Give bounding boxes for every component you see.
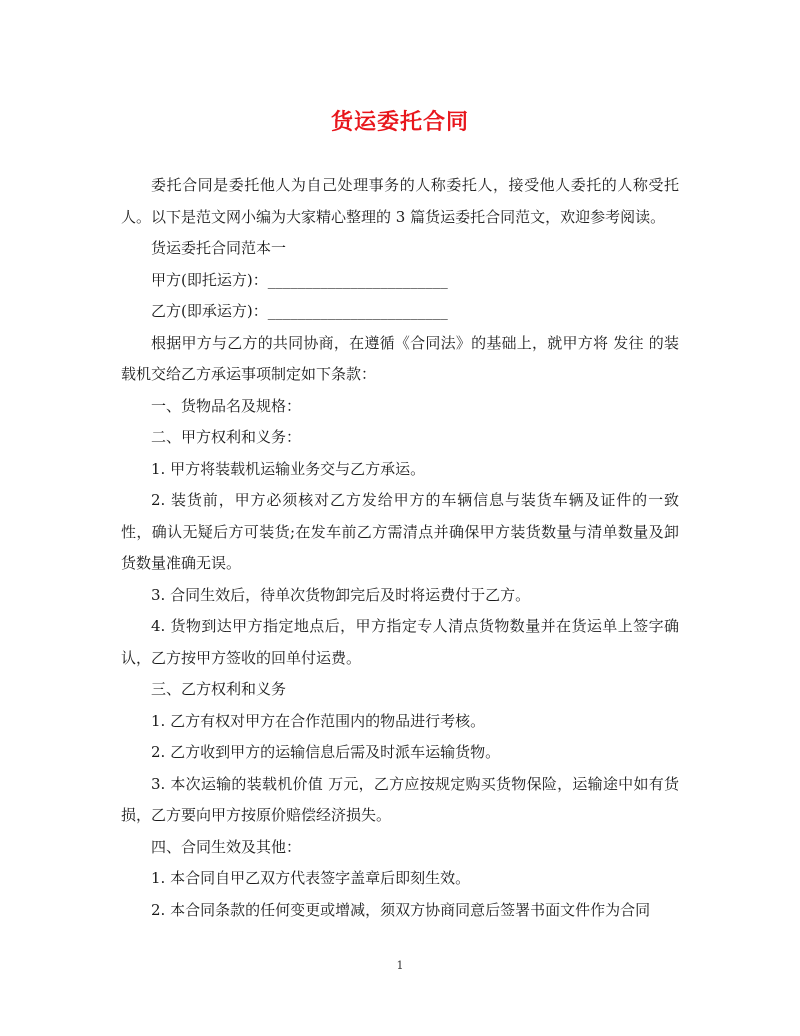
contract-sample-heading: 货运委托合同范本一 bbox=[151, 239, 287, 257]
clause-effect-1: 1. 本合同自甲乙双方代表签字盖章后即刻生效。 bbox=[151, 869, 471, 887]
party-a-line: 甲方(即托运方)：________________________ bbox=[151, 270, 448, 289]
clause-b-3: 3. 本次运输的装载机价值 万元，乙方应按规定购买货物保险，运输途中如有货损，乙方要向甲方按原价赔偿经济损失。 bbox=[121, 774, 679, 824]
clause-a-4: 4. 货物到达甲方指定地点后，甲方指定专人清点货物数量并在货运单上签字确认，乙方按甲方签收的回单付运费。 bbox=[121, 617, 679, 667]
party-b-line: 乙方(即承运方)：________________________ bbox=[151, 302, 448, 320]
section-heading-goods: 一、货物品名及规格： bbox=[151, 396, 302, 415]
section-heading-party-b: 三、乙方权利和义务 bbox=[151, 680, 287, 698]
page-number: 1 bbox=[396, 959, 404, 972]
clause-a-3: 3. 合同生效后，待单次货物卸完后及时将运费付于乙方。 bbox=[151, 585, 531, 604]
intro-paragraph: 委托合同是委托他人为自己处理事务的人称委托人，接受他人委托的人称受托人。以下是范文网小编为大家精心整理的 3 篇货运委托合同范文，欢迎参考阅读。 bbox=[121, 176, 679, 226]
clause-a-1: 1. 甲方将装载机运输业务交与乙方承运。 bbox=[151, 459, 426, 478]
document-title: 货运委托合同 bbox=[330, 109, 469, 135]
clause-b-1: 1. 乙方有权对甲方在合作范围内的物品进行考核。 bbox=[151, 711, 486, 730]
clause-b-2: 2. 乙方收到甲方的运输信息后需及时派车运输货物。 bbox=[151, 743, 501, 761]
document-body bbox=[121, 170, 679, 926]
clause-effect-2: 2. 本合同条款的任何变更或增减，须双方协商同意后签署书面文件作为合同 bbox=[151, 900, 651, 919]
section-heading-effect: 四、合同生效及其他： bbox=[151, 837, 302, 856]
preamble-paragraph: 根据甲方与乙方的共同协商，在遵循《合同法》的基础上，就甲方将 发往 的装载机交给乙方承运事项制定如下条款： bbox=[121, 333, 679, 383]
section-heading-party-a: 二、甲方权利和义务： bbox=[151, 428, 302, 446]
clause-a-2: 2. 装货前，甲方必须核对乙方发给甲方的车辆信息与装货车辆及证件的一致性，确认无疑后方可装货;在发车前乙方需清点并确保甲方装货数量与清单数量及卸货数量准确无误。 bbox=[121, 491, 679, 572]
